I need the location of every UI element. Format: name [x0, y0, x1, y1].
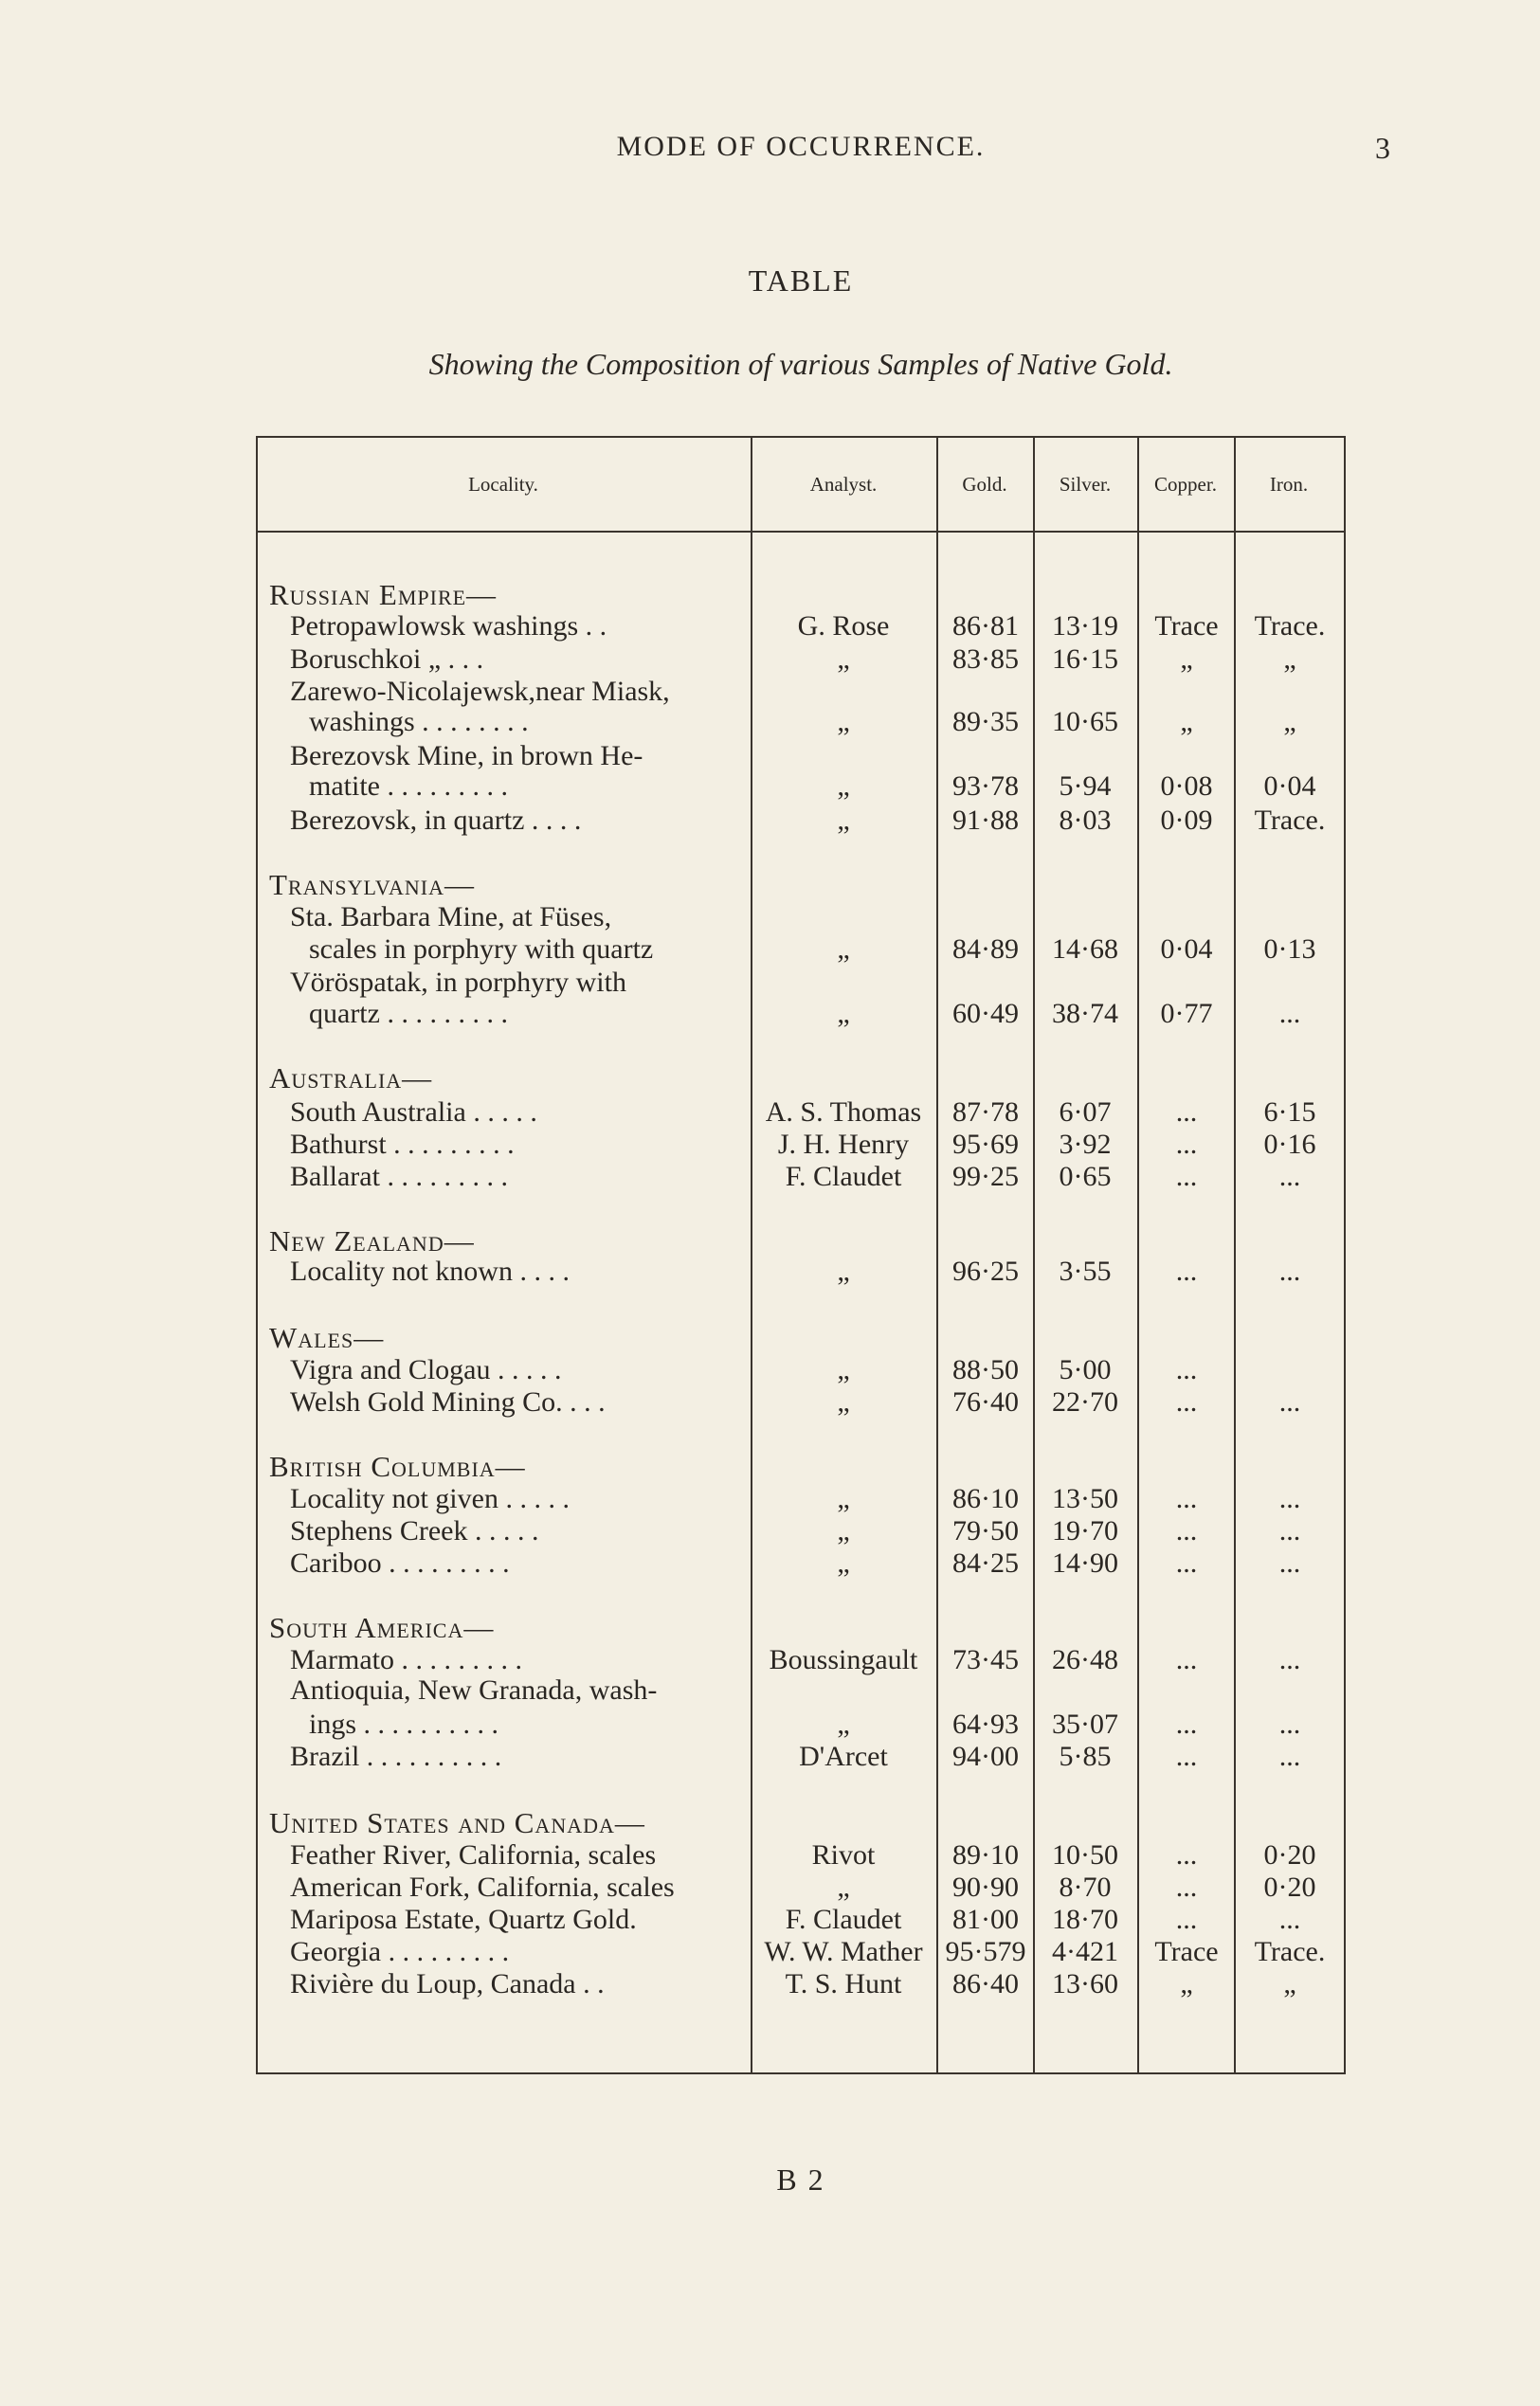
region-heading-row — [256, 1450, 1346, 1484]
locality-cell: Berezovsk Mine, in brown He- — [290, 740, 643, 771]
silver-cell: 13·19 — [1052, 610, 1118, 642]
copper-cell: ... — [1175, 1354, 1198, 1385]
analyst-cell: „ — [837, 1709, 850, 1740]
region-heading: South America— — [269, 1611, 495, 1644]
copper-cell: Trace — [1154, 1936, 1219, 1967]
iron-cell: ... — [1278, 1256, 1301, 1287]
locality-cell: Vigra and Clogau . . . . . — [290, 1354, 562, 1385]
locality-cell: Brazil . . . . . . . . . . — [290, 1741, 502, 1772]
region-heading: British Columbia— — [269, 1450, 526, 1483]
iron-cell: „ — [1283, 1968, 1296, 1999]
locality-cell: Feather River, California, scales — [290, 1839, 657, 1871]
region-heading: Wales— — [269, 1321, 385, 1354]
locality-cell: Stephens Creek . . . . . — [290, 1515, 539, 1547]
silver-cell: 6·07 — [1059, 1096, 1112, 1128]
running-head — [0, 131, 1540, 169]
gold-cell: 94·00 — [952, 1741, 1019, 1772]
header-rule — [256, 531, 1346, 533]
iron-cell: ... — [1278, 1483, 1301, 1514]
copper-cell: ... — [1175, 1904, 1198, 1935]
locality-cell: quartz . . . . . . . . . — [309, 998, 508, 1029]
signature-mark: B 2 — [776, 2162, 825, 2197]
region-heading-row — [256, 1061, 1346, 1095]
locality-cell: ings . . . . . . . . . . — [309, 1709, 499, 1740]
silver-cell: 19·70 — [1052, 1515, 1118, 1547]
region-heading: United States and Canada— — [269, 1806, 645, 1839]
region-heading-row — [256, 1806, 1346, 1840]
copper-cell: ... — [1175, 1483, 1198, 1514]
copper-cell: ... — [1175, 1741, 1198, 1772]
copper-cell: ... — [1175, 1386, 1198, 1418]
gold-cell: 86·81 — [952, 610, 1019, 642]
gold-cell: 95·69 — [952, 1129, 1019, 1160]
iron-cell: ... — [1278, 998, 1301, 1029]
silver-cell: 8·70 — [1059, 1872, 1112, 1903]
table-row — [256, 1673, 1346, 1708]
region-heading: New Zealand— — [269, 1224, 475, 1257]
table-row — [256, 1871, 1346, 1905]
table-row — [256, 1643, 1346, 1677]
locality-cell: Petropawlowsk washings . . — [290, 610, 607, 642]
copper-cell: Trace — [1154, 610, 1219, 642]
analyst-cell: „ — [837, 933, 850, 965]
locality-cell: washings . . . . . . . . — [309, 706, 529, 737]
iron-cell: 0·13 — [1263, 933, 1316, 965]
gold-cell: 73·45 — [952, 1644, 1019, 1675]
region-heading-row — [256, 1224, 1346, 1258]
silver-cell: 13·50 — [1052, 1483, 1118, 1514]
region-heading: Transylvania— — [269, 868, 475, 901]
analyst-cell: „ — [837, 1256, 850, 1287]
table-row — [256, 739, 1346, 773]
analyst-cell: „ — [837, 805, 850, 836]
table-row — [256, 1385, 1346, 1420]
silver-cell: 38·74 — [1052, 998, 1118, 1029]
locality-cell: Welsh Gold Mining Co. . . . — [290, 1386, 606, 1418]
gold-cell: 91·88 — [952, 805, 1019, 836]
silver-cell: 3·55 — [1059, 1256, 1112, 1287]
locality-cell: Sta. Barbara Mine, at Füses, — [290, 901, 612, 932]
table-subtitle: Showing the Composition of various Samples of Native Gold. — [428, 347, 1173, 381]
copper-cell: ... — [1175, 1709, 1198, 1740]
iron-cell: 0·20 — [1263, 1872, 1316, 1903]
header-iron: Iron. — [1269, 472, 1309, 496]
copper-cell: ... — [1175, 1547, 1198, 1579]
iron-cell: ... — [1278, 1644, 1301, 1675]
table-row — [256, 1514, 1346, 1548]
copper-cell: „ — [1180, 643, 1193, 675]
table-row — [256, 1903, 1346, 1937]
silver-cell: 8·03 — [1059, 805, 1112, 836]
copper-cell: 0·77 — [1160, 998, 1213, 1029]
silver-cell: 0·65 — [1059, 1161, 1112, 1192]
table-row — [256, 642, 1346, 677]
analyst-cell: Boussingault — [769, 1644, 918, 1675]
analyst-cell: W. W. Mather — [764, 1936, 923, 1967]
iron-cell: „ — [1283, 643, 1296, 675]
table-row — [256, 609, 1346, 643]
table-row — [256, 1547, 1346, 1581]
gold-cell: 86·10 — [952, 1483, 1019, 1514]
locality-cell: Vöröspatak, in porphyry with — [290, 967, 626, 998]
silver-cell: 4·421 — [1052, 1936, 1118, 1967]
analyst-cell: „ — [837, 998, 850, 1029]
iron-cell: Trace. — [1254, 1936, 1326, 1967]
copper-cell: „ — [1180, 706, 1193, 737]
locality-cell: matite . . . . . . . . . — [309, 770, 508, 802]
iron-cell: „ — [1283, 706, 1296, 737]
silver-cell: 5·94 — [1059, 770, 1112, 802]
table-row — [256, 900, 1346, 934]
copper-cell: 0·08 — [1160, 770, 1213, 802]
table-row — [256, 997, 1346, 1031]
gold-cell: 95·579 — [945, 1936, 1026, 1967]
analyst-cell: „ — [837, 706, 850, 737]
gold-cell: 93·78 — [952, 770, 1019, 802]
locality-cell: Antioquia, New Granada, wash- — [290, 1674, 658, 1706]
analyst-cell: F. Claudet — [785, 1904, 902, 1935]
table-row — [256, 769, 1346, 804]
gold-cell: 64·93 — [952, 1709, 1019, 1740]
table-row — [256, 1935, 1346, 1969]
iron-cell: ... — [1278, 1904, 1301, 1935]
table-row — [256, 1708, 1346, 1742]
gold-cell: 96·25 — [952, 1256, 1019, 1287]
silver-cell: 14·90 — [1052, 1547, 1118, 1579]
table-title: TABLE — [748, 263, 854, 298]
table-row — [256, 1255, 1346, 1289]
locality-cell: Georgia . . . . . . . . . — [290, 1936, 510, 1967]
locality-cell: Berezovsk, in quartz . . . . — [290, 805, 582, 836]
copper-cell: ... — [1175, 1129, 1198, 1160]
gold-cell: 87·78 — [952, 1096, 1019, 1128]
locality-cell: Rivière du Loup, Canada . . — [290, 1968, 605, 1999]
header-locality: Locality. — [468, 472, 538, 496]
iron-cell: Trace. — [1254, 610, 1326, 642]
table-row — [256, 705, 1346, 739]
analyst-cell: „ — [837, 1547, 850, 1579]
region-heading-row — [256, 1321, 1346, 1355]
gold-cell: 86·40 — [952, 1968, 1019, 1999]
page-number: 3 — [1375, 131, 1390, 165]
gold-cell: 88·50 — [952, 1354, 1019, 1385]
silver-cell: 10·65 — [1052, 706, 1118, 737]
header-silver: Silver. — [1059, 472, 1112, 496]
iron-cell: 0·20 — [1263, 1839, 1316, 1871]
locality-cell: scales in porphyry with quartz — [309, 933, 654, 965]
analyst-cell: „ — [837, 770, 850, 802]
locality-cell: Locality not known . . . . — [290, 1256, 570, 1287]
copper-cell: ... — [1175, 1872, 1198, 1903]
silver-cell: 3·92 — [1059, 1129, 1112, 1160]
iron-cell: ... — [1278, 1547, 1301, 1579]
gold-cell: 76·40 — [952, 1386, 1019, 1418]
locality-cell: Boruschkoi „ . . . — [290, 643, 484, 675]
silver-cell: 18·70 — [1052, 1904, 1118, 1935]
locality-cell: Marmato . . . . . . . . . — [290, 1644, 522, 1675]
analyst-cell: „ — [837, 1872, 850, 1903]
silver-cell: 35·07 — [1052, 1709, 1118, 1740]
copper-cell: 0·09 — [1160, 805, 1213, 836]
gold-cell: 60·49 — [952, 998, 1019, 1029]
running-title: MODE OF OCCURRENCE. — [616, 131, 986, 162]
region-heading: Russian Empire— — [269, 578, 498, 611]
copper-cell: ... — [1175, 1096, 1198, 1128]
copper-cell: 0·04 — [1160, 933, 1213, 965]
copper-cell: ... — [1175, 1256, 1198, 1287]
table-row — [256, 1128, 1346, 1162]
table-row — [256, 675, 1346, 709]
silver-cell: 10·50 — [1052, 1839, 1118, 1871]
region-heading: Australia— — [269, 1061, 433, 1094]
analyst-cell: „ — [837, 1386, 850, 1418]
gold-cell: 99·25 — [952, 1161, 1019, 1192]
silver-cell: 5·00 — [1059, 1354, 1112, 1385]
table-row — [256, 1482, 1346, 1516]
analyst-cell: A. S. Thomas — [765, 1096, 922, 1128]
gold-cell: 89·35 — [952, 706, 1019, 737]
locality-cell: Ballarat . . . . . . . . . — [290, 1161, 508, 1192]
gold-cell: 89·10 — [952, 1839, 1019, 1871]
iron-cell: 0·16 — [1263, 1129, 1316, 1160]
table-row — [256, 804, 1346, 838]
locality-cell: Mariposa Estate, Quartz Gold. — [290, 1904, 637, 1935]
analyst-cell: D'Arcet — [799, 1741, 888, 1772]
locality-cell: Locality not given . . . . . — [290, 1483, 570, 1514]
iron-cell: ... — [1278, 1515, 1301, 1547]
header-analyst: Analyst. — [809, 472, 878, 496]
analyst-cell: „ — [837, 1483, 850, 1514]
silver-cell: 16·15 — [1052, 643, 1118, 675]
silver-cell: 14·68 — [1052, 933, 1118, 965]
locality-cell: Zarewo-Nicolajewsk,near Miask, — [290, 676, 670, 707]
silver-cell: 26·48 — [1052, 1644, 1118, 1675]
locality-cell: South Australia . . . . . — [290, 1096, 537, 1128]
analyst-cell: F. Claudet — [785, 1161, 902, 1192]
gold-cell: 81·00 — [952, 1904, 1019, 1935]
iron-cell: ... — [1278, 1161, 1301, 1192]
table-row — [256, 966, 1346, 1000]
gold-cell: 84·89 — [952, 933, 1019, 965]
table-row — [256, 1160, 1346, 1194]
iron-cell: ... — [1278, 1709, 1301, 1740]
gold-cell: 79·50 — [952, 1515, 1019, 1547]
gold-cell: 83·85 — [952, 643, 1019, 675]
silver-cell: 22·70 — [1052, 1386, 1118, 1418]
copper-cell: ... — [1175, 1515, 1198, 1547]
copper-cell: „ — [1180, 1968, 1193, 1999]
table-row — [256, 932, 1346, 967]
locality-cell: American Fork, California, scales — [290, 1872, 675, 1903]
locality-cell: Bathurst . . . . . . . . . — [290, 1129, 515, 1160]
header-copper: Copper. — [1154, 472, 1217, 496]
analyst-cell: G. Rose — [797, 610, 890, 642]
iron-cell: ... — [1278, 1386, 1301, 1418]
iron-cell: Trace. — [1254, 805, 1326, 836]
region-heading-row — [256, 578, 1346, 612]
locality-cell: Cariboo . . . . . . . . . — [290, 1547, 510, 1579]
gold-cell: 84·25 — [952, 1547, 1019, 1579]
iron-cell: ... — [1278, 1741, 1301, 1772]
copper-cell: ... — [1175, 1161, 1198, 1192]
silver-cell: 5·85 — [1059, 1741, 1112, 1772]
copper-cell: ... — [1175, 1644, 1198, 1675]
header-gold: Gold. — [962, 472, 1007, 496]
copper-cell: ... — [1175, 1839, 1198, 1871]
composition-table — [256, 436, 1346, 2074]
iron-cell: 6·15 — [1263, 1096, 1316, 1128]
table-row — [256, 1838, 1346, 1872]
iron-cell: 0·04 — [1263, 770, 1316, 802]
table-row — [256, 1353, 1346, 1387]
table-row — [256, 1095, 1346, 1130]
table-row — [256, 1967, 1346, 2001]
gold-cell: 90·90 — [952, 1872, 1019, 1903]
region-heading-row — [256, 868, 1346, 902]
analyst-cell: „ — [837, 643, 850, 675]
silver-cell: 13·60 — [1052, 1968, 1118, 1999]
analyst-cell: J. H. Henry — [777, 1129, 910, 1160]
analyst-cell: Rivot — [811, 1839, 876, 1871]
analyst-cell: „ — [837, 1354, 850, 1385]
table-row — [256, 1740, 1346, 1774]
analyst-cell: T. S. Hunt — [785, 1968, 902, 1999]
region-heading-row — [256, 1611, 1346, 1645]
analyst-cell: „ — [837, 1515, 850, 1547]
